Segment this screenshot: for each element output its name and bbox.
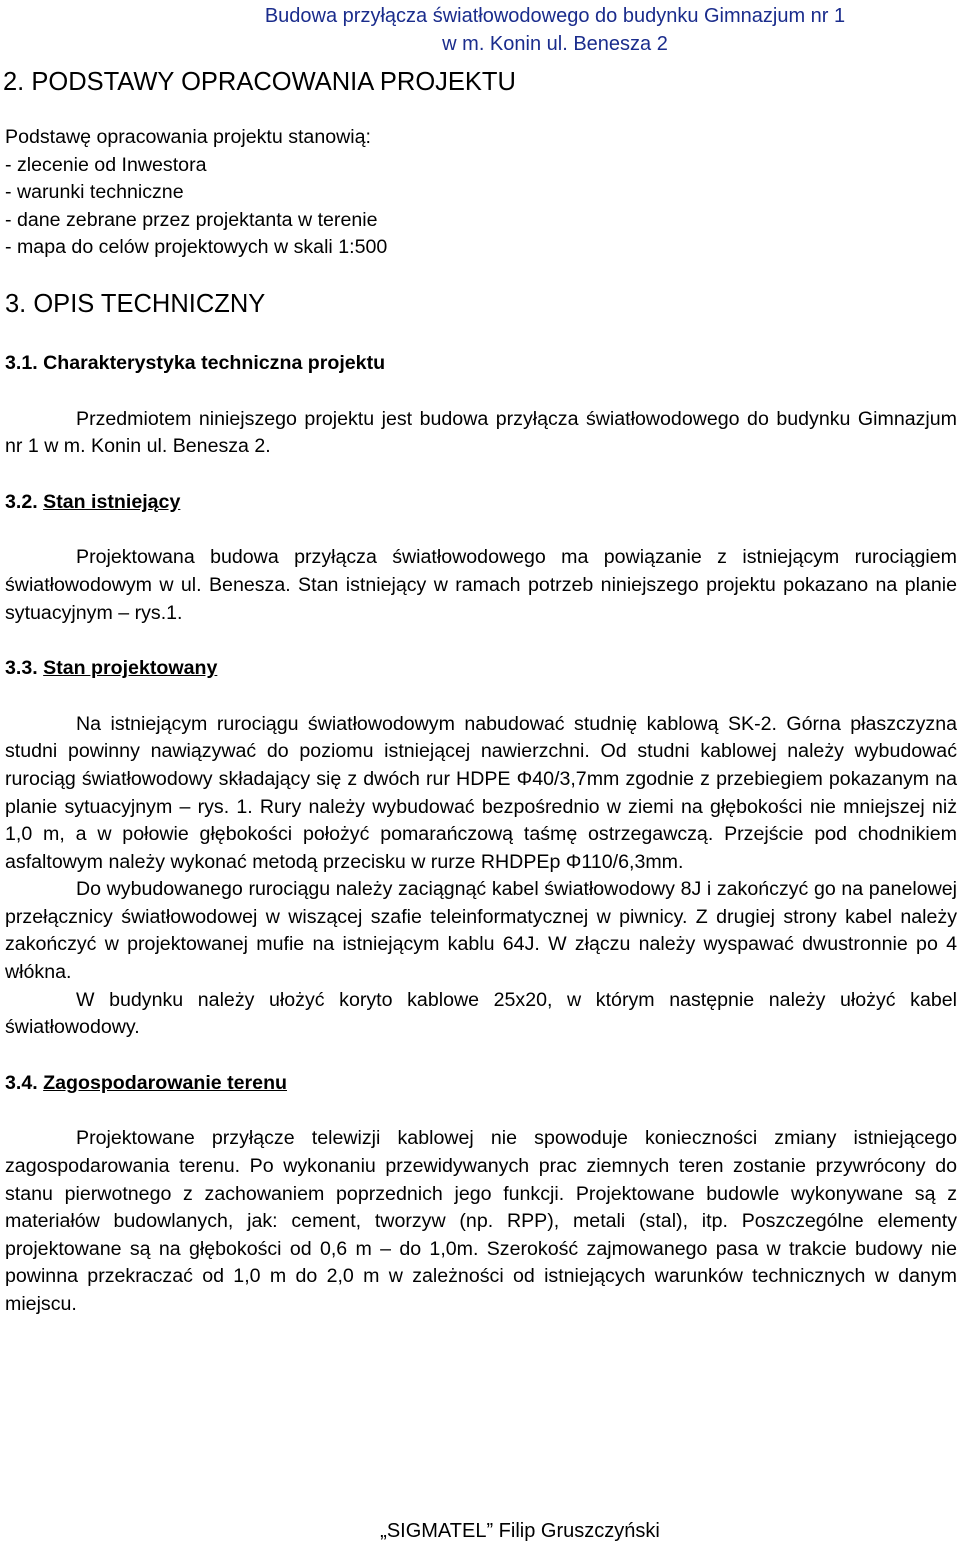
footer-company: „SIGMATEL” Filip Gruszczyński bbox=[380, 1520, 660, 1542]
section-3-4-title: Zagospodarowanie terenu bbox=[43, 1071, 288, 1094]
section-3-3-paragraph-1: Na istniejącym rurociągu światłowodowym nabudować studnię kablową SK-2. Górna płaszczyzna studni powinny nawiązywać do poziomu istniejącej nawierzchni. Od studni kablowej należy wybudować rurociąg światłowodowy składający się z dwóch rur HDPE Φ40/3,7mm zgodnie z przebiegiem pokazanym na planie sytuacyjnym – rys. 1. Rury należy wybudować bezpośrednio w ziemi na głębokości nie mniejszej niż 1,0 m, a w połowie głębokości położyć pomarańczową taśmę ostrzegawczą. Przejście pod chodnikiem asfaltowym należy wykonać metodą przecisku w rurze RHDPEp Φ110/6,3mm. bbox=[5, 712, 957, 873]
document-body bbox=[5, 64, 957, 1319]
list-item: - dane zebrane przez projektanta w terenie bbox=[5, 208, 378, 231]
page-header bbox=[0, 2, 960, 58]
section-2-heading: 2. PODSTAWY OPRACOWANIA PROJEKTU bbox=[3, 68, 516, 96]
section-3-heading: 3. OPIS TECHNICZNY bbox=[5, 289, 266, 318]
section-3-4-number: 3.4. bbox=[5, 1071, 38, 1094]
list-item: - warunki techniczne bbox=[5, 181, 184, 204]
section-3-3-number: 3.3. bbox=[5, 657, 38, 680]
section-2-intro: Podstawę opracowania projektu stanowią: bbox=[5, 126, 371, 148]
header-title-line-2: w m. Konin ul. Benesza 2 bbox=[442, 33, 668, 55]
section-3-1-title: Charakterystyka techniczna projektu bbox=[43, 351, 386, 374]
section-3-2-paragraph: Projektowana budowa przyłącza światłowodowego ma powiązanie z istniejącym rurociągiem światłowodowym w ul. Benesza. Stan istniejący w ramach potrzeb niniejszego projektu pokazano na planie sytuacyjnym – rys.1. bbox=[5, 546, 957, 624]
list-item: - zlecenie od Inwestora bbox=[5, 153, 207, 176]
list-item: - mapa do celów projektowych w skali 1:500 bbox=[5, 236, 388, 259]
section-3-1-heading bbox=[5, 350, 957, 378]
section-3-2-title: Stan istniejący bbox=[43, 490, 181, 513]
section-3-2-number: 3.2. bbox=[5, 490, 38, 513]
section-3-2-heading bbox=[5, 489, 957, 517]
header-title-line-1: Budowa przyłącza światłowodowego do budynku Gimnazjum nr 1 bbox=[264, 5, 846, 27]
section-3-4-heading bbox=[5, 1070, 957, 1098]
page-footer bbox=[0, 1517, 960, 1545]
section-3-3-paragraph-2: Do wybudowanego rurociągu należy zaciągnąć kabel światłowodowy 8J i zakończyć go na panelowej przełącznicy światłowodowej w wiszącej szafie teleinformatycznej w piwnicy. Z drugiej strony kabel należy zakończyć w projektowanej mufie na istniejącym kablu 64J. W złączu należy wyspawać dwustronnie po 4 włókna. bbox=[5, 878, 957, 984]
section-3-3-paragraph-3: W budynku należy ułożyć koryto kablowe 25x20, w którym następnie należy ułożyć kabel światłowodowy. bbox=[5, 988, 957, 1039]
section-3-3-title: Stan projektowany bbox=[43, 657, 218, 680]
section-3-1-number: 3.1. bbox=[5, 351, 38, 374]
section-3-4-paragraph: Projektowane przyłącze telewizji kablowej nie spowoduje konieczności zmiany istniejącego zagospodarowania terenu. Po wykonaniu przewidywanych prac ziemnych teren zostanie przywrócony do stanu pierwotnego z zachowaniem poprzednich jego funkcji. Projektowane budowle wykonywane są z materiałów budowlanych, jak: cement, tworzyw (np. RPP), metali (stal), itp. Poszczególne elementy projektowane są na głębokości od 0,6 m – do 1,0m. Szerokość zajmowanego pasa w trakcie budowy nie powinna przekraczać od 1,0 m do 2,0 m w zależności od istniejących warunków technicznych w danym miejscu. bbox=[5, 1127, 957, 1315]
section-3-3-heading bbox=[5, 655, 957, 683]
section-3-1-paragraph: Przedmiotem niniejszego projektu jest budowa przyłącza światłowodowego do budynku Gimnazjum nr 1 w m. Konin ul. Benesza 2. bbox=[5, 407, 957, 458]
section-2-basis-list bbox=[5, 124, 957, 262]
